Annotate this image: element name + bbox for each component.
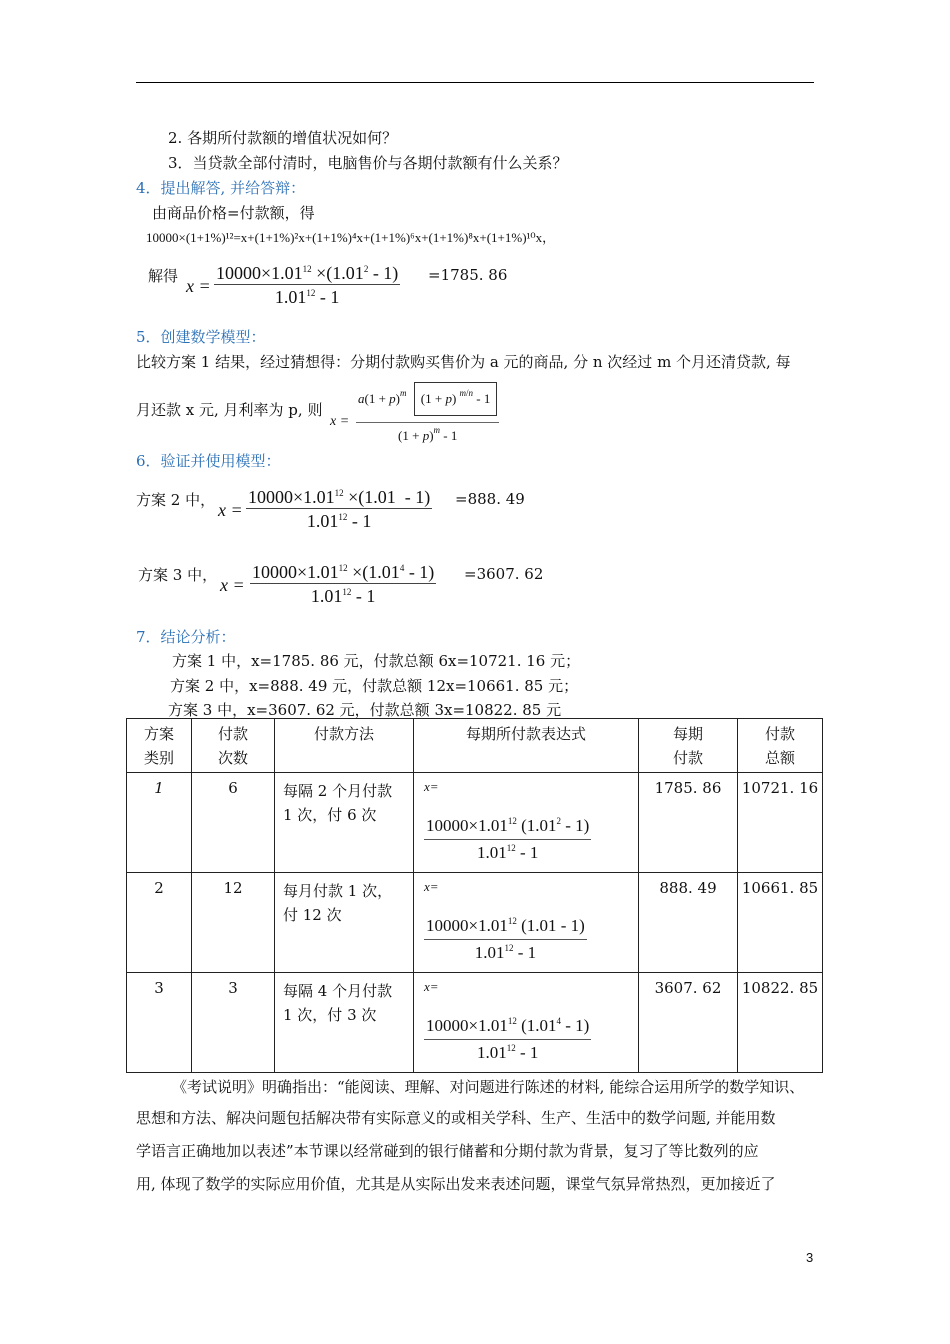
result-plan3: =3607. 62 — [464, 565, 544, 583]
paragraph-line-4: 用, 体现了数学的实际应用价值，尤其是从实际出发来表述问题，课堂气氛异常热烈，更加接近了 — [136, 1175, 776, 1193]
x-variable: x = — [218, 500, 243, 520]
fraction-plan1: $\frac{10000\times 1.01^{12} \times(1.01^2 - 1)}{1.01^{12} - 1}$ — [216, 263, 399, 307]
cell-count: 3 — [192, 973, 275, 1073]
fraction-plan3: $\frac{10000\times 1.01^{12} \times(1.01^4 - 1)}{1.01^{12} - 1}$ — [252, 562, 435, 606]
header-expression: 每期所付款表达式 — [414, 719, 639, 773]
cell-plan: 3 — [127, 973, 192, 1073]
cell-expression: x= $\frac{10000\times 1.01^{12} (1.01^4 - 1)}{1.01^{12} - 1}$ — [414, 973, 639, 1073]
cell-payment: 888. 49 — [639, 873, 738, 973]
comparison-table — [126, 718, 823, 1073]
section-4-equation: 10000×(1+1%)¹²=x+(1+1%)²x+(1+1%)⁴x+(1+1%)⁶x+(1+1%)⁸x+(1+1%)¹⁰x， — [146, 230, 556, 245]
question-2: 2. 各期所付款额的增值状况如何？ — [168, 129, 398, 147]
conclusion-line-1: 方案 1 中，x=1785. 86 元，付款总额 6x=10721. 16 元； — [172, 652, 581, 670]
x-variable: x = — [220, 575, 245, 595]
section-4-heading: 4．提出解答, 并给答辩： — [136, 179, 306, 197]
cell-expression: x= $\frac{10000\times 1.01^{12} (1.01^2 - 1)}{1.01^{12} - 1}$ — [414, 773, 639, 873]
cell-plan: 1 — [127, 773, 192, 873]
header-payment: 每期 付款 — [639, 719, 738, 773]
table-row — [127, 773, 823, 873]
page-number: 3 — [806, 1250, 814, 1265]
cell-payment: 1785. 86 — [639, 773, 738, 873]
header-rule — [136, 82, 814, 83]
fraction-plan2: $\frac{10000\times 1.01^{12} \times(1.01 - 1)}{1.01^{12} - 1}$ — [248, 487, 431, 531]
paragraph-line-1: 《考试说明》明确指出：“能阅读、理解、对问题进行陈述的材料, 能综合运用所学的数学知识、 — [172, 1078, 805, 1096]
section-5-text-2: 月还款 x 元, 月利率为 p, 则 — [136, 401, 323, 419]
cell-payment: 3607. 62 — [639, 973, 738, 1073]
cell-count: 12 — [192, 873, 275, 973]
cell-total: 10661. 85 — [738, 873, 823, 973]
plan-2-label: 方案 2 中， — [136, 491, 216, 509]
cell-method: 每隔 2 个月付款 1 次，付 6 次 — [275, 773, 414, 873]
result-plan1: =1785. 86 — [428, 266, 508, 284]
question-3: 3．当贷款全部付清时，电脑售价与各期付款额有什么关系？ — [168, 154, 568, 172]
cell-plan: 2 — [127, 873, 192, 973]
conclusion-line-3: 方案 3 中，x=3607. 62 元，付款总额 3x=10822. 85 元 — [168, 701, 562, 719]
cell-expression: x= $\frac{10000\times 1.01^{12} (1.01 - 1)}{1.01^{12} - 1}$ — [414, 873, 639, 973]
paragraph-line-3: 学语言正确地加以表述”本节课以经常碰到的银行储蓄和分期付款为背景，复习了等比数列的应 — [136, 1142, 759, 1160]
result-plan2: =888. 49 — [455, 490, 525, 508]
solve-label: 解得 — [148, 267, 179, 285]
header-plan: 方案 类别 — [127, 719, 192, 773]
cell-count: 6 — [192, 773, 275, 873]
cell-total: 10721. 16 — [738, 773, 823, 873]
plan-3-label: 方案 3 中， — [138, 566, 218, 584]
header-method: 付款方法 — [275, 719, 414, 773]
table-header-row — [127, 719, 823, 773]
section-4-intro: 由商品价格=付款额，得 — [152, 204, 315, 222]
section-5-text-1: 比较方案 1 结果，经过猜想得：分期付款购买售价为 a 元的商品, 分 n 次经过 m 个月还清贷款, 每 — [136, 353, 791, 371]
cell-method: 每月付款 1 次， 付 12 次 — [275, 873, 414, 973]
general-model-fraction: $\frac{a(1 + p)^m (1 + p) ^{m/n} - 1}{(1 + p)^m - 1}$ — [356, 376, 499, 449]
section-7-heading: 7．结论分析： — [136, 628, 236, 646]
header-total: 付款 总额 — [738, 719, 823, 773]
x-variable: x = — [186, 276, 211, 296]
table-row — [127, 973, 823, 1073]
table-row — [127, 873, 823, 973]
x-variable: x = — [330, 414, 350, 429]
header-count: 付款 次数 — [192, 719, 275, 773]
cell-total: 10822. 85 — [738, 973, 823, 1073]
section-6-heading: 6．验证并使用模型： — [136, 452, 281, 470]
paragraph-line-2: 思想和方法、解决问题包括解决带有实际意义的或相关学科、生产、生活中的数学问题, 并能用数 — [136, 1109, 776, 1127]
cell-method: 每隔 4 个月付款 1 次，付 3 次 — [275, 973, 414, 1073]
conclusion-line-2: 方案 2 中，x=888. 49 元，付款总额 12x=10661. 85 元； — [170, 677, 579, 695]
section-5-heading: 5．创建数学模型： — [136, 328, 266, 346]
